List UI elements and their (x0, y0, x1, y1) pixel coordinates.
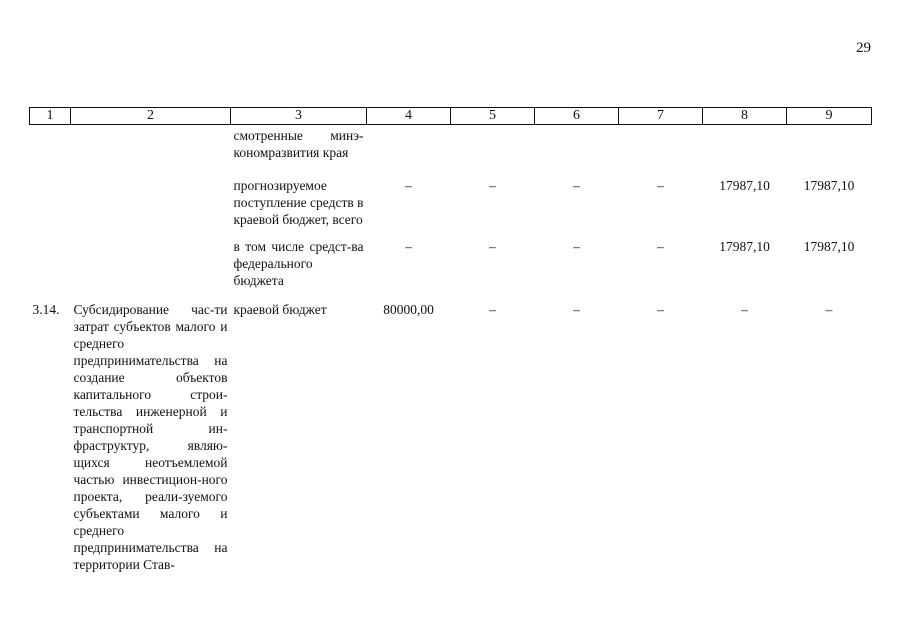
cell-col-5: – (489, 239, 496, 254)
cell-col-7: – (657, 178, 664, 193)
cell-col-6: – (573, 239, 580, 254)
cell-col-6: – (573, 178, 580, 193)
budget-table (29, 107, 872, 573)
cell-col-5: – (489, 178, 496, 193)
cell-item-number (30, 125, 71, 162)
column-header-8: 8 (703, 108, 787, 125)
cell-col-9: 17987,10 (803, 178, 855, 193)
cell-col-5: – (489, 302, 496, 317)
cell-item-number (30, 161, 71, 228)
cell-col-4 (367, 125, 451, 162)
column-header-9: 9 (787, 108, 872, 125)
column-header-1: 1 (30, 108, 71, 125)
column-header-7: 7 (619, 108, 703, 125)
cell-col-6: – (573, 302, 580, 317)
table-row (30, 228, 872, 289)
page-number: 29 (856, 40, 871, 56)
cell-col-8: 17987,10 (719, 239, 770, 254)
table-row (30, 289, 872, 573)
cell-description (71, 161, 231, 228)
cell-item-number: 3.14. (32, 302, 60, 317)
cell-funding-source: в том числе средст-ва федерального бюджета (233, 239, 364, 288)
cell-col-4: – (405, 239, 412, 254)
cell-col-9: – (825, 302, 833, 317)
cell-funding-source: краевой бюджет (233, 302, 327, 317)
cell-col-8 (703, 125, 787, 162)
cell-description (71, 228, 231, 289)
column-header-6: 6 (535, 108, 619, 125)
column-header-3: 3 (231, 108, 367, 125)
table-row (30, 125, 872, 162)
table-header-row (30, 108, 872, 125)
column-header-4: 4 (367, 108, 451, 125)
cell-funding-source: прогнозируемое поступление средств в краевой бюджет, всего (233, 178, 364, 227)
column-header-2: 2 (71, 108, 231, 125)
cell-col-8: 17987,10 (719, 178, 770, 193)
cell-col-5 (451, 125, 535, 162)
cell-item-number (30, 228, 71, 289)
cell-col-7: – (657, 239, 664, 254)
cell-description (71, 125, 231, 162)
cell-col-9: 17987,10 (803, 239, 855, 254)
column-header-5: 5 (451, 108, 535, 125)
cell-col-7 (619, 125, 703, 162)
cell-col-7: – (657, 302, 664, 317)
cell-col-6 (535, 125, 619, 162)
cell-funding-source: смотренные минэ-кономразвития края (233, 128, 364, 160)
cell-col-4: 80000,00 (383, 302, 434, 317)
cell-col-9 (787, 125, 872, 162)
cell-col-4: – (405, 178, 412, 193)
cell-col-8: – (741, 302, 748, 317)
cell-description: Субсидирование час-ти затрат субъектов малого и среднего предпринимательства на создание объектов капитального строи-тельства инженерной и транспортной ин-фраструктур, являю-щихся неотъемлемой частью инвестицион-ного проекта, реали-зуемого субъектами малого и среднего предпринимательства на территории Став- (73, 302, 228, 572)
table-row (30, 161, 872, 228)
